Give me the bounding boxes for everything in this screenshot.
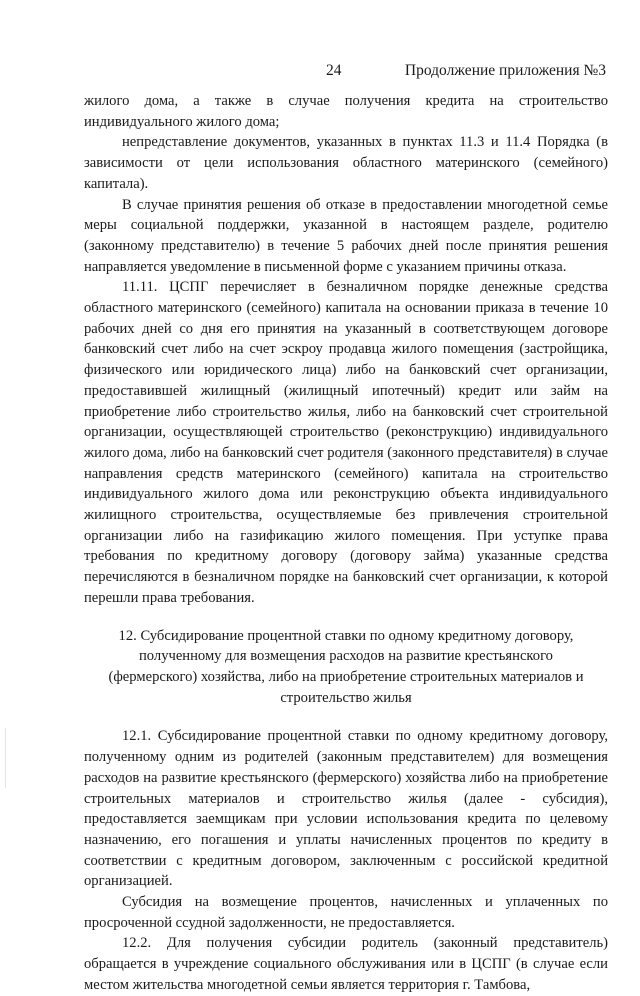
paragraph-11-11: 11.11. ЦСПГ перечисляет в безналичном порядке денежные средства областного материнского (семейного) капитала на основании приказа в течение 10 рабочих дней со дня его принятия на указанный в соответствующем договоре банковский счет либо на счет эскроу продавца жилого помещения (застройщика, физического или юридического лица) либо на банковский счет организации, предоставившей жилищный (жилищный ипотечный) кредит или займ на приобретение либо строительство жилья, либо на банковский счет строительной организации, осуществляющей строительство (реконструкцию) индивидуального жилого дома, либо на банковский счет родителя (законного представителя) в случае направления средств материнского (семейного) капитала на строительство индивидуального жилого дома или реконструкцию объекта индивидуального жилищного строительства, осуществляемые без привлечения строительной организации либо на газификацию жилого помещения. При уступке права требования по кредитному договору (договору займа) указанные средства перечисляются в безналичном порядке на банковский счет организации, к которой перешли права требования. bbox=[84, 279, 608, 606]
section-heading: 12. Субсидирование процентной ставки по одному кредитному договору, полученному для возмещения расходов на развитие крестьянского (фермерского) хозяйства, либо на приобретение строительных материалов и строительство жилья bbox=[108, 627, 584, 706]
paragraph-continuation: жилого дома, а также в случае получения кредита на строительство индивидуального жилого дома; bbox=[84, 93, 608, 130]
appendix-label: Продолжение приложения №3 bbox=[404, 62, 606, 79]
page-number: 24 bbox=[326, 62, 342, 79]
document-body bbox=[84, 91, 608, 996]
paragraph-12-1: 12.1. Субсидирование процентной ставки по одному кредитному договору, полученному одним из родителей (законным представителем) для возмещения расходов на развитие крестьянского (фермерского) хозяйства либо на приобретение строительных материалов и строительство жилья (далее - субсидия), предоставляется заемщикам при условии использования кредита по целевому назначению, его погашения и уплаты начисленных процентов по кредиту в соответствии с кредитным договором, заключенным с российской кредитной организацией. bbox=[84, 728, 608, 890]
paragraph-12-2: 12.2. Для получения субсидии родитель (законный представитель) обращается в учреждение социального обслуживания или в ЦСПГ (в случае если местом жительства многодетной семьи является территория г. Тамбова, bbox=[84, 935, 608, 993]
page-header bbox=[0, 62, 640, 84]
paragraph-documents: непредставление документов, указанных в пунктах 11.3 и 11.4 Порядка (в зависимости от цели использования областного материнского (семейного) капитала). bbox=[84, 134, 608, 192]
paragraph-refusal: В случае принятия решения об отказе в предоставлении многодетной семье меры социальной поддержки, указанной в настоящем разделе, родителю (законному представителю) в течение 5 рабочих дней после принятия решения направляется уведомление в письменной форме с указанием причины отказа. bbox=[84, 196, 608, 275]
scan-margin-mark bbox=[5, 728, 6, 788]
paragraph-subsidy-overdue: Субсидия на возмещение процентов, начисленных и уплаченных по просроченной ссудной задолженности, не предоставляется. bbox=[84, 894, 608, 931]
